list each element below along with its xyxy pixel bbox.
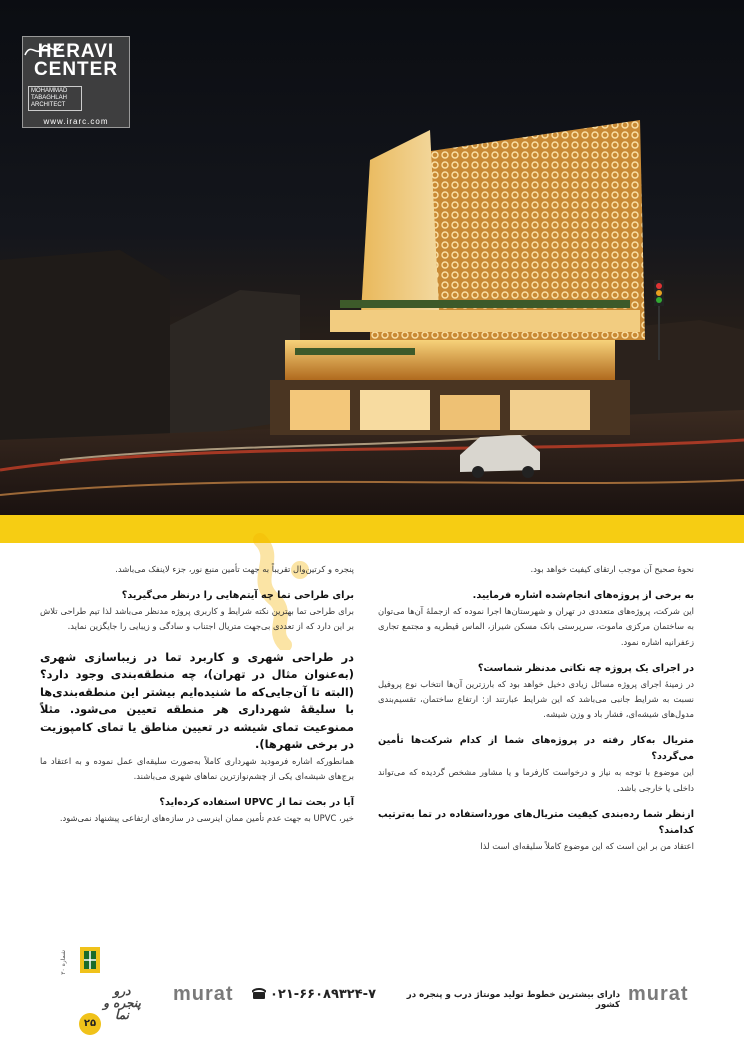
section-heading: متریال به‌کار رفته در پروژه‌های شما از کدام شرکت‌ها تأمین می‌گردد؟ bbox=[378, 735, 694, 763]
section-heading: در طراحی شهری و کاربرد تما در زیباسازی شهری (به‌عنوان مثال در تهران)، چه منطقه‌بندی وجود دارد؟ (البته تا آن‌جایی‌که ما شنیده‌ایم بیشتر این منطقه‌بندی‌ها با سلیقهٔ شهرداری هر منطقه تعیین می‌شود. مثلاً ممنوعیت تمای شیشه در تعیین مناطق یا تمای کامپوزیت در برخی شهرها). bbox=[40, 649, 354, 752]
phone-text: ۰۲۱-۶۶۰۸۹۳۲۴-۷ bbox=[270, 987, 377, 1002]
section-body: این موضوع با توجه به نیاز و درخواست کارفرما و یا مشاور مشخص گردیده که می‌تواند داخلی یا خارجی باشد. bbox=[378, 767, 694, 793]
section-heading: برای طراحی تما چه آیتم‌هایی را درنظر می‌گیرید؟ bbox=[121, 590, 354, 602]
murat-logo bbox=[173, 983, 234, 1006]
section-heading: ازنظر شما رده‌بندی کیفیت متریال‌های مورداستفاده در تما به‌ترتیب کدامند؟ bbox=[378, 808, 694, 836]
murat-logo bbox=[628, 983, 689, 1006]
hero-image bbox=[0, 0, 744, 515]
section-heading: به برخی از پروژه‌های انجام‌شده اشاره فرمایید. bbox=[472, 590, 694, 602]
phone-number bbox=[252, 987, 376, 1002]
yellow-band bbox=[0, 515, 744, 543]
left-column bbox=[40, 562, 354, 826]
section-body: برای طراحی تما بهترین نکته شرایط و کاربری پروژه مدنظر می‌باشد لذا تیم طراحی تلاش بر این دارد که از تعددی بی‌جهت متریال اجتناب و سادگی و زیبایی را جایگزین نماید. bbox=[40, 606, 354, 632]
slogan: دارای بیشترین خطوط تولید مونتاژ درب و پنجره در کشور bbox=[406, 990, 620, 1010]
heravi-center-logo bbox=[22, 36, 130, 128]
section-heading: در اجرای یک پروژه چه نکاتی مدنظر شماست؟ bbox=[477, 662, 694, 674]
section-heading: آیا در بحث تما از UPVC استفاده کرده‌اید؟ bbox=[159, 797, 354, 809]
logo-url: www.irarc.com bbox=[43, 117, 109, 126]
signature-icon bbox=[23, 37, 63, 63]
section-body: در زمینهٔ اجرای پروژه مسائل زیادی دخیل خواهد بود که بارزترین آن‌ها انتخاب نوع پروفیل نسبت به شرایط جانبی می‌باشد که این شرایط عبارتند از: ارتفاع ساختمان، تقسیم‌بندی مدول‌های شیشه‌ای، فشار باد و وزن شیشه. bbox=[378, 678, 694, 720]
section-body: همانطورکه اشاره فرمودید شهرداری کاملاً به‌صورت سلیقه‌ای عمل نموده و به اعتقاد ما برج‌های شیشه‌ای یکی از چشم‌نوازترین نماهای شهری می‌باشند. bbox=[40, 755, 354, 781]
section-body: این شرکت، پروژه‌های متعددی در تهران و شهرستان‌ها اجرا نموده که ازجملهٔ آن‌ها می‌توان به ساختمان مرکزی ماموت، سرپرستی بانک مسکن شیراز، الماس قیطریه و مجتمع تجاری زعفرانیه اشاره نمود. bbox=[378, 606, 694, 647]
magazine-title: درو پنجره و نما bbox=[103, 984, 141, 1022]
page-number: ۲۵ bbox=[79, 1013, 101, 1035]
brand-text: murat bbox=[628, 983, 689, 1005]
left-intro: پنجره و کرتین‌وال تقریباً به جهت تأمین منبع نور، جزء لاینفک می‌باشد. bbox=[115, 564, 354, 574]
brand-text: murat bbox=[173, 983, 234, 1005]
section-body: اعتقاد من بر این است که این موضوع کاملاً سلیقه‌ای است لذا bbox=[480, 840, 694, 851]
logo-subtitle: MOHAMMAD TABAGHLAH ARCHITECT bbox=[28, 86, 82, 111]
right-column bbox=[378, 562, 694, 854]
issue-number: شماره ۳۰ bbox=[60, 950, 67, 975]
logo-line-1: HERAVI bbox=[37, 41, 115, 62]
section-body: خیر، UPVC به جهت عدم تأمین ممان اینرسی در سازه‌های ارتفاعی پیشنهاد نمی‌شود. bbox=[59, 813, 354, 824]
right-intro: نحوهٔ صحیح آن موجب ارتقای کیفیت خواهد بود. bbox=[530, 564, 694, 574]
logo-line-2: CENTER bbox=[33, 59, 119, 80]
phone-icon bbox=[252, 988, 266, 999]
